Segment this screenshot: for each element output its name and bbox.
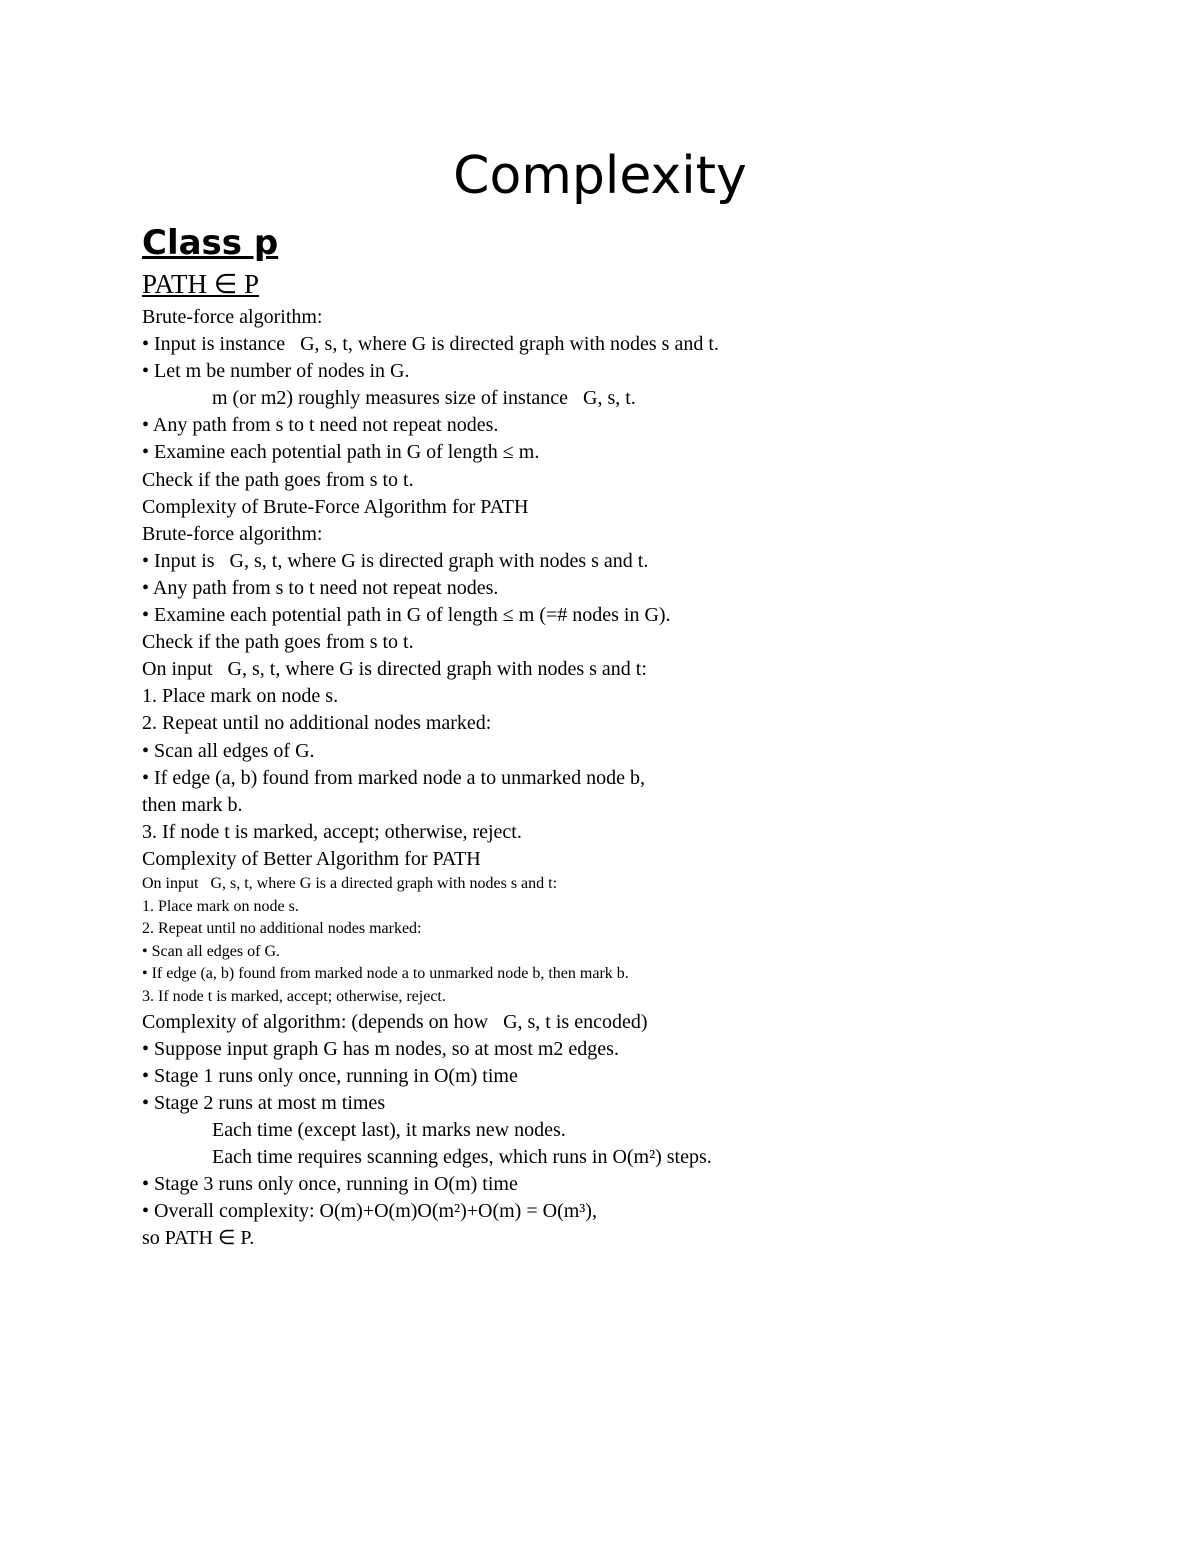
- text-line: Each time (except last), it marks new nodes.: [212, 1118, 566, 1141]
- text-line: • Any path from s to t need not repeat nodes.: [142, 576, 499, 599]
- text-line: • Stage 1 runs only once, running in O(m) time: [142, 1064, 518, 1087]
- text-line: • Stage 3 runs only once, running in O(m) time: [142, 1173, 518, 1196]
- text-line: 3. If node t is marked, accept; otherwise, reject.: [142, 820, 522, 843]
- text-line: • Any path from s to t need not repeat nodes.: [142, 414, 499, 437]
- text-line: 1. Place mark on node s.: [142, 685, 339, 708]
- text-line: On input G, s, t, where G is a directed graph with nodes s and t:: [142, 874, 558, 892]
- text-line: 3. If node t is marked, accept; otherwise, reject.: [142, 987, 446, 1005]
- text-block-1: [142, 304, 1102, 873]
- text-line: On input G, s, t, where G is directed graph with nodes s and t:: [142, 658, 647, 681]
- text-line: • Stage 2 runs at most m times: [142, 1091, 386, 1114]
- text-block-2: [142, 873, 1102, 1009]
- text-line: so PATH ∈ P.: [142, 1227, 255, 1250]
- text-line: m (or m2) roughly measures size of instance G, s, t.: [212, 387, 636, 410]
- text-line: Complexity of Brute-Force Algorithm for PATH: [142, 495, 529, 518]
- text-line: • Suppose input graph G has m nodes, so at most m2 edges.: [142, 1037, 619, 1060]
- text-line: • Scan all edges of G.: [142, 739, 315, 762]
- text-line: Complexity of Better Algorithm for PATH: [142, 847, 481, 870]
- text-line: • Input is instance G, s, t, where G is directed graph with nodes s and t.: [142, 333, 719, 356]
- text-block-3: [142, 1009, 1102, 1253]
- text-line: 2. Repeat until no additional nodes marked:: [142, 712, 492, 735]
- subheading: PATH ∈ P: [142, 269, 260, 299]
- text-line: Brute-force algorithm:: [142, 522, 323, 545]
- text-line: • Let m be number of nodes in G.: [142, 360, 410, 383]
- text-line: Brute-force algorithm:: [142, 306, 323, 328]
- text-line: • If edge (a, b) found from marked node a to unmarked node b, then mark b.: [142, 965, 629, 983]
- text-line: • Examine each potential path in G of length ≤ m (=# nodes in G).: [142, 604, 671, 627]
- text-line: • Overall complexity: O(m)+O(m)O(m²)+O(m) = O(m³),: [142, 1200, 597, 1223]
- text-line: Check if the path goes from s to t.: [142, 468, 414, 491]
- document-page: [142, 140, 1102, 1252]
- text-line: then mark b.: [142, 793, 243, 816]
- text-line: • If edge (a, b) found from marked node a to unmarked node b,: [142, 766, 645, 789]
- text-line: Complexity of algorithm: (depends on how G, s, t is encoded): [142, 1010, 648, 1033]
- text-line: • Examine each potential path in G of length ≤ m.: [142, 441, 540, 464]
- text-line: Each time requires scanning edges, which runs in O(m²) steps.: [212, 1146, 712, 1168]
- text-line: • Input is G, s, t, where G is directed graph with nodes s and t.: [142, 549, 649, 572]
- section-heading: Class p: [142, 223, 279, 263]
- document-title: Complexity: [453, 146, 747, 206]
- text-line: 1. Place mark on node s.: [142, 897, 299, 915]
- text-line: 2. Repeat until no additional nodes marked:: [142, 920, 422, 938]
- text-line: • Scan all edges of G.: [142, 942, 281, 960]
- text-line: Check if the path goes from s to t.: [142, 631, 414, 654]
